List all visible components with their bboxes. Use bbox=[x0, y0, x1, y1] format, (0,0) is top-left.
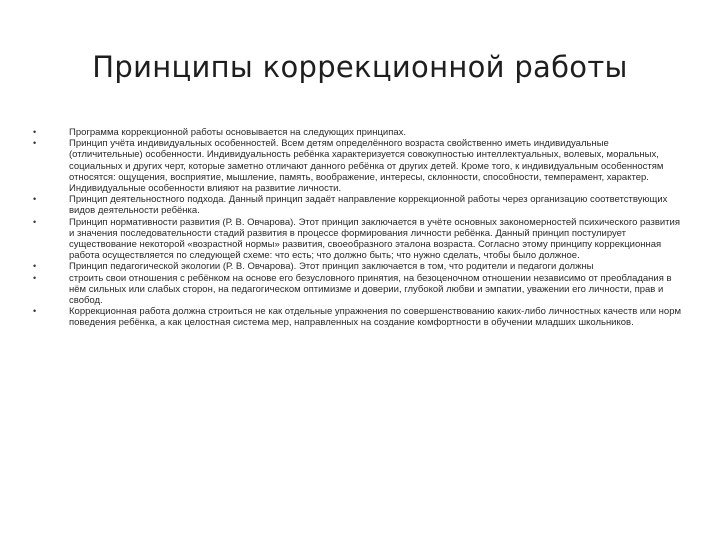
bullet-icon: • bbox=[33, 194, 37, 205]
bullet-list bbox=[33, 127, 683, 329]
bullet-icon: • bbox=[33, 216, 37, 227]
list-item bbox=[33, 273, 683, 307]
bullet-text: Коррекционная работа должна строиться не как отдельные упражнения по совершенствованию каких-либо личностных качеств или норм поведения ребёнка, а как целостная система мер, направленных на создание комфортности в обучении младших школьников. bbox=[69, 306, 682, 329]
list-item bbox=[33, 261, 683, 272]
bullet-icon: • bbox=[33, 127, 37, 137]
list-item bbox=[33, 217, 683, 262]
bullet-icon: • bbox=[33, 138, 37, 149]
slide-title: Принципы коррекционной работы bbox=[92, 50, 628, 84]
list-item bbox=[33, 194, 683, 216]
bullet-text: Программа коррекционной работы основывается на следующих принципах. bbox=[69, 127, 407, 138]
bullet-icon: • bbox=[33, 272, 37, 283]
bullet-text: Принцип педагогической экологии (Р. В. Овчарова). Этот принцип заключается в том, что родители и педагоги должны bbox=[69, 261, 594, 273]
bullet-text: Принцип нормативности развития (Р. В. Овчарова). Этот принцип заключается в учёте основных закономерностей психического развития и значения последовательности стадий развития в процессе формирования личности ребёнка. Данный принцип постулирует существование некоторой «возрастной нормы» развития, своеобразного эталона возраста. Согласно этому принципу коррекционная работа осуществляется по следующей схеме: что есть; что должно быть; что нужно сделать, чтобы было должное. bbox=[69, 216, 680, 262]
list-item bbox=[33, 127, 683, 138]
bullet-text: строить свои отношения с ребёнком на основе его безусловного принятия, на безоценочном отношении независимо от преобладания в нём сильных или слабых сторон, на педагогическом оптимизме и доверии, глубокой любви и эмпатии, уважении его личности, прав и свобод. bbox=[69, 272, 672, 307]
bullet-text: Принцип учёта индивидуальных особенностей. Всем детям определённого возраста свойственно иметь индивидуальные (отличительные) особенности. Индивидуальность ребёнка характеризуется совокупностью интеллектуальных, волевых, моральных, социальных и других черт, которые заметно отличают данного ребёнка от других детей. Кроме того, к индивидуальным особенностям относятся: ощущения, восприятие, мышление, память, воображение, интересы, склонности, способности, темперамент, характер. Индивидуальные особенности влияют на развитие личности. bbox=[69, 138, 664, 195]
bullet-icon: • bbox=[33, 306, 37, 317]
bullet-text: Принцип деятельностного подхода. Данный принцип задаёт направление коррекционной работы через организацию соответствующих видов деятельности ребёнка. bbox=[69, 194, 668, 217]
list-item bbox=[33, 306, 683, 328]
bullet-icon: • bbox=[33, 261, 37, 272]
list-item bbox=[33, 138, 683, 194]
